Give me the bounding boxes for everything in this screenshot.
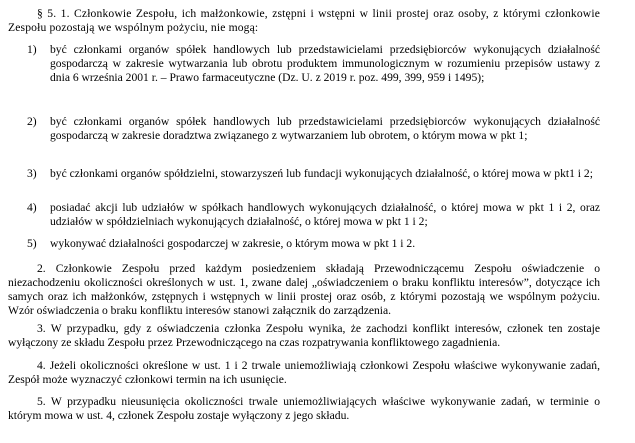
list-item-text: być członkami organów spółek handlowych lub przedstawicielami przedsiębiorców wykonujących działalność gospodarczą w zakresie doradztwa związanego z wytwarzaniem lub obrotem, o którym mowa w pkt 1;: [50, 115, 600, 142]
list-item-text: wykonywać działalności gospodarczej w zakresie, o którym mowa w pkt 1 i 2.: [50, 237, 416, 250]
paragraph-4: 4. Jeżeli okoliczności określone w ust. 1 i 2 trwale uniemożliwiają członkowi Zespołu właściwe wykonywanie zadań, Zespół może wyznaczyć członkowi termin na ich usunięcie.: [8, 359, 600, 386]
list-item-number: 5): [27, 237, 37, 250]
list-item-4: [27, 201, 600, 229]
list-item-number: 2): [27, 115, 37, 128]
list-item-text: być członkami organów spółdzielni, stowarzyszeń lub fundacji wykonujących działalność, o której mowa w pkt1 i 2;: [50, 167, 593, 180]
paragraph-3: 3. W przypadku, gdy z oświadczenia członka Zespołu wynika, że zachodzi konflikt interesów, członek ten zostaje wyłączony ze składu Zespołu przez Przewodniczącego na czas rozpatrywania konfliktowego zagadnienia.: [8, 322, 600, 349]
list-item-text: posiadać akcji lub udziałów w spółkach handlowych wykonujących działalność, o której mowa w pkt 1 i 2, oraz udziałów w spółdzielniach wykonujących działalność, o której mowa w pkt 1 i 2;: [50, 201, 600, 228]
list-item-5: [27, 237, 600, 251]
list-item-2: [27, 115, 600, 143]
paragraph-1-intro: § 5. 1. Członkowie Zespołu, ich małżonkowie, zstępni i wstępni w linii prostej oraz osoby, z którymi członkowie Zespołu pozostają we wspólnym pożyciu, nie mogą:: [8, 7, 600, 34]
paragraph-2: 2. Członkowie Zespołu przed każdym posiedzeniem składają Przewodniczącemu Zespołu oświadczenie o niezachodzeniu okoliczności określonych w ust. 1, zwane dalej „oświadczeniem o braku konfliktu interesów”, dotyczące ich samych oraz ich małżonków, zstępnych i wstępnych w linii prostej oraz osób, z którymi pozostają we wspólnym pożyciu. Wzór oświadczenia o braku konfliktu interesów stanowi załącznik do zarządzenia.: [8, 262, 600, 317]
list-item-text: być członkami organów spółek handlowych lub przedstawicielami przedsiębiorców wykonujących działalność gospodarczą w zakresie wytwarzania lub obrotu produktem immunologicznym w rozumieniu przepisów ustawy z dnia 6 września 2001 r. – Prawo farmaceutyczne (Dz. U. z 2019 r. poz. 499, 399, 959 i 1495);: [50, 43, 600, 84]
list-item-number: 4): [27, 201, 37, 214]
list-item-1: [27, 43, 600, 85]
list-item-3: [27, 167, 600, 181]
list-item-number: 1): [27, 43, 37, 56]
paragraph-5: 5. W przypadku nieusunięcia okoliczności trwale uniemożliwiających właściwe wykonywanie zadań, w terminie o którym mowa w ust. 4, członek Zespołu zostaje wyłączony z jego składu.: [8, 395, 600, 422]
list-item-number: 3): [27, 167, 37, 180]
